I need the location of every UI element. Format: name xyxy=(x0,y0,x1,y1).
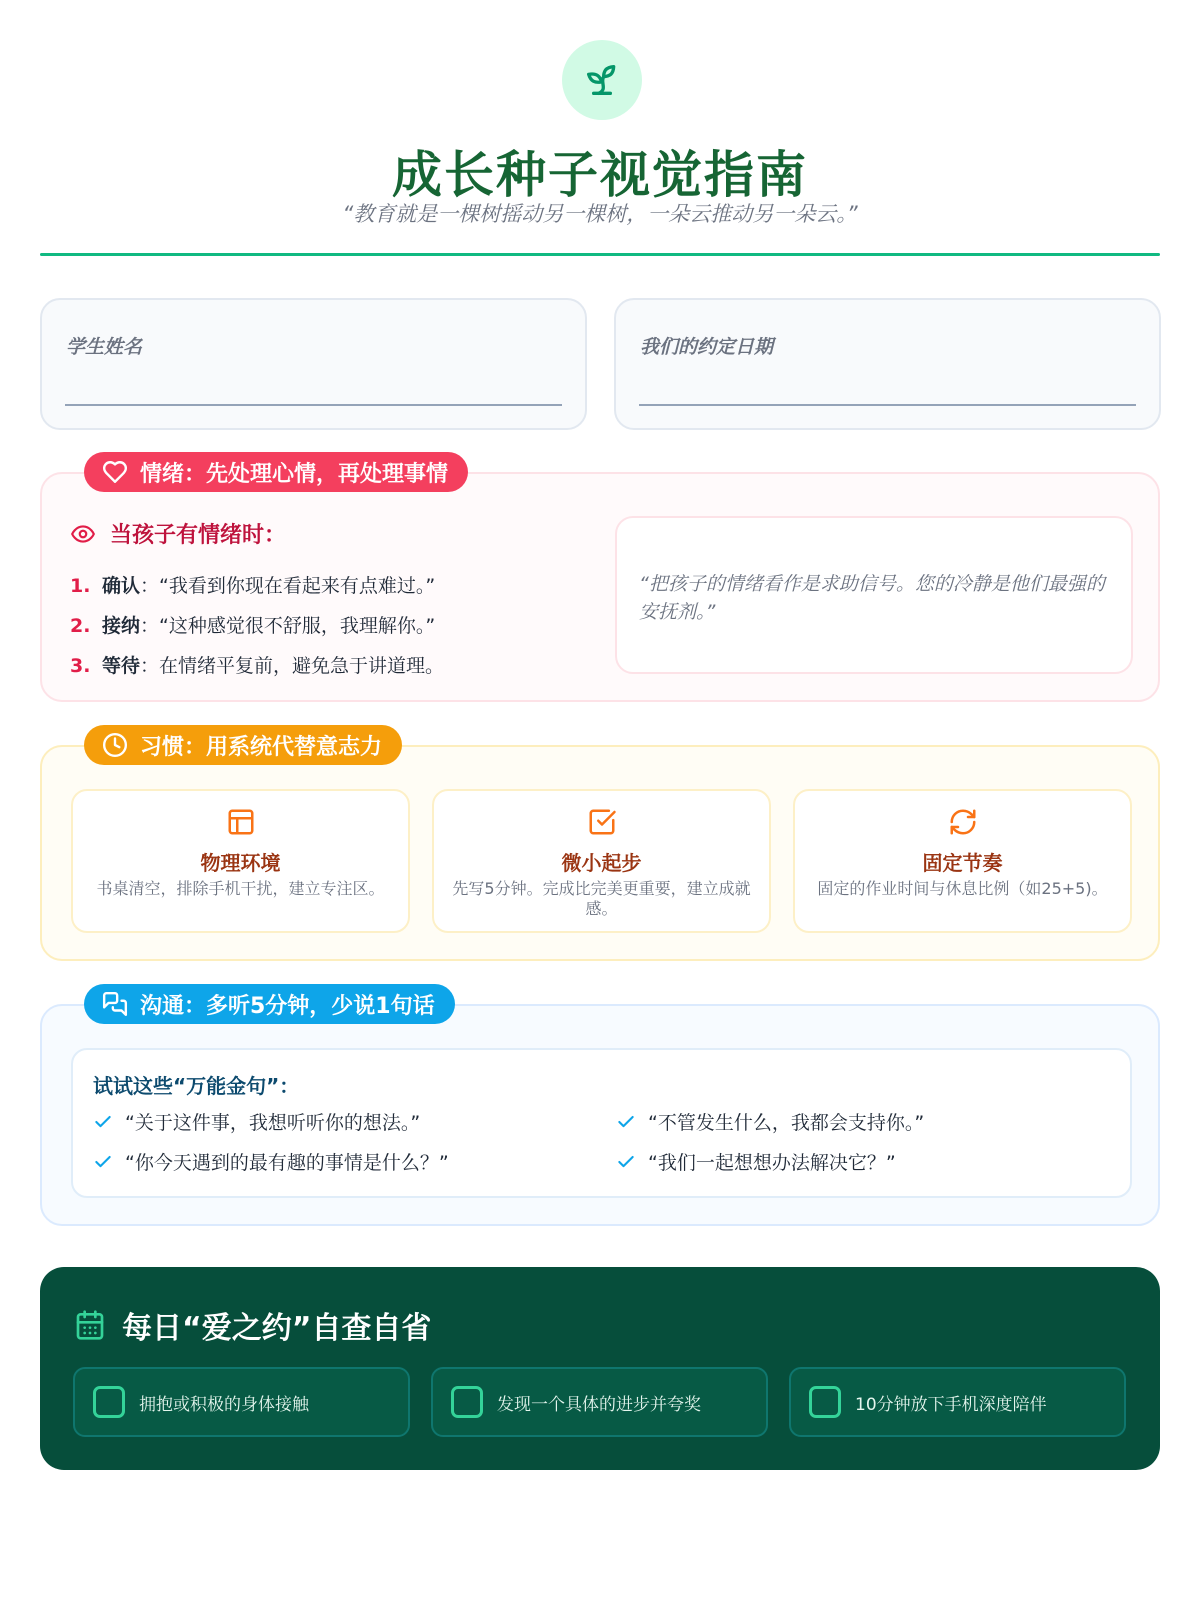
step-text: ：“这种感觉很不舒服，我理解你。” xyxy=(140,615,436,637)
list-item xyxy=(70,566,444,606)
checklist-heading xyxy=(74,1303,431,1347)
habit-card-desc: 先写5分钟。完成比完美更重要，建立成就感。 xyxy=(452,879,751,918)
refresh-icon xyxy=(948,807,978,837)
check-icon xyxy=(93,1152,113,1172)
checkbox[interactable] xyxy=(809,1386,841,1418)
student-name-label: 学生姓名 xyxy=(66,336,143,358)
habit-badge-label: 习惯：用系统代替意志力 xyxy=(140,734,383,760)
emotion-section xyxy=(40,461,1160,702)
checklist-item-hug[interactable] xyxy=(73,1367,410,1437)
emotion-heading xyxy=(70,518,286,549)
chat-bubbles-icon xyxy=(102,991,128,1017)
step-number: 3. xyxy=(70,655,91,677)
checkbox[interactable] xyxy=(93,1386,125,1418)
phrases-heading: 试试这些“万能金句”： xyxy=(93,1074,300,1098)
checklist-item-label: 发现一个具体的进步并夸奖 xyxy=(497,1394,701,1415)
step-number: 1. xyxy=(70,575,91,597)
phrase-text: “不管发生什么，我都会支持你。” xyxy=(648,1112,925,1134)
checklist-item-label: 10分钟放下手机深度陪伴 xyxy=(855,1394,1047,1415)
communication-badge-label: 沟通：多听5分钟，少说1句话 xyxy=(140,993,435,1019)
emotion-heading-text: 当孩子有情绪时： xyxy=(110,523,287,548)
phrases-card xyxy=(71,1048,1132,1198)
layout-icon xyxy=(226,807,256,837)
list-item xyxy=(616,1108,924,1135)
page-title: 成长种子视觉指南 xyxy=(392,146,808,204)
sprout-logo xyxy=(562,40,642,120)
phrase-text: “我们一起想想办法解决它？” xyxy=(648,1152,896,1174)
check-icon xyxy=(616,1152,636,1172)
checklist-item-praise[interactable] xyxy=(431,1367,768,1437)
step-key: 接纳 xyxy=(102,615,141,637)
clock-icon xyxy=(102,732,128,758)
habit-card-title: 固定节奏 xyxy=(922,851,1003,875)
step-text: ：“我看到你现在看起来有点难过。” xyxy=(140,575,436,597)
page-subtitle: “教育就是一棵树摇动另一棵树，一朵云推动另一朵云。” xyxy=(342,202,858,226)
emotion-quote: “把孩子的情绪看作是求助信号。您的冷静是他们最强的安抚剂。” xyxy=(615,516,1133,674)
habit-card-rhythm xyxy=(793,789,1132,933)
habit-card-environment xyxy=(71,789,410,933)
list-item xyxy=(70,646,444,686)
phrase-text: “你今天遇到的最有趣的事情是什么？” xyxy=(125,1152,449,1174)
eye-icon xyxy=(70,521,96,547)
student-name-field[interactable] xyxy=(40,298,587,430)
step-number: 2. xyxy=(70,615,91,637)
emotion-badge-label: 情绪：先处理心情，再处理事情 xyxy=(140,461,449,487)
page-header xyxy=(0,0,1200,260)
check-icon xyxy=(616,1112,636,1132)
checkbox-icon xyxy=(587,807,617,837)
list-item xyxy=(93,1148,449,1175)
emotion-steps xyxy=(70,566,444,686)
habit-section xyxy=(40,734,1160,961)
step-text: ：在情绪平复前，避免急于讲道理。 xyxy=(140,655,445,677)
habit-badge xyxy=(84,725,402,765)
calendar-icon xyxy=(74,1309,106,1341)
check-icon xyxy=(93,1112,113,1132)
sprout-icon xyxy=(582,60,622,100)
habit-card-desc: 书桌清空，排除手机干扰，建立专注区。 xyxy=(96,879,385,898)
communication-badge xyxy=(84,984,455,1024)
habit-card-desc: 固定的作业时间与休息比例（如25+5)。 xyxy=(817,879,1108,898)
checkbox[interactable] xyxy=(451,1386,483,1418)
communication-section xyxy=(40,993,1160,1226)
daily-checklist xyxy=(40,1267,1160,1470)
date-label: 我们的约定日期 xyxy=(640,336,774,358)
step-key: 等待 xyxy=(102,655,141,677)
list-item xyxy=(93,1108,420,1135)
header-divider xyxy=(40,253,1160,256)
emotion-badge xyxy=(84,452,468,492)
checklist-item-label: 拥抱或积极的身体接触 xyxy=(139,1394,309,1415)
phrase-text: “关于这件事，我想听听你的想法。” xyxy=(125,1112,421,1134)
step-key: 确认 xyxy=(102,575,141,597)
student-name-input-line[interactable] xyxy=(65,404,562,406)
date-field[interactable] xyxy=(614,298,1161,430)
checklist-item-companion[interactable] xyxy=(789,1367,1126,1437)
habit-card-small-start xyxy=(432,789,771,933)
habit-card-title: 微小起步 xyxy=(561,851,642,875)
habit-card-title: 物理环境 xyxy=(200,851,281,875)
date-input-line[interactable] xyxy=(639,404,1136,406)
heart-icon xyxy=(102,459,128,485)
list-item xyxy=(616,1148,896,1175)
list-item xyxy=(70,606,444,646)
checklist-heading-text: 每日“爱之约”自查自省 xyxy=(122,1311,432,1346)
